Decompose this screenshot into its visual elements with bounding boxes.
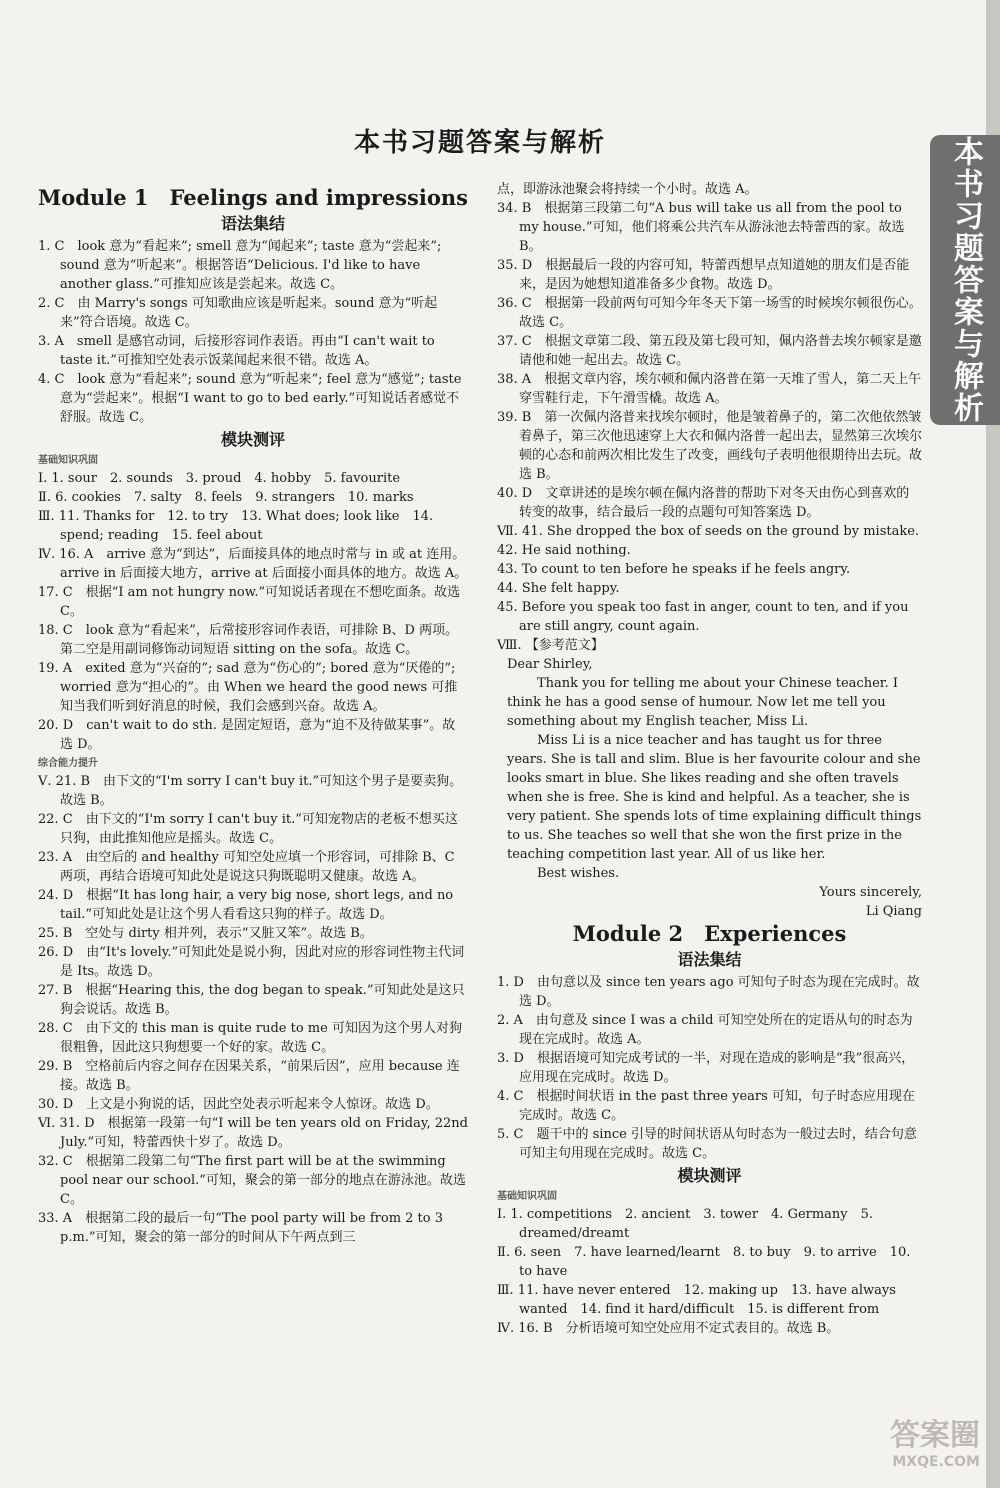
- page-title: 本书习题答案与解析: [353, 128, 606, 158]
- answer-item: 22. C 由下文的“I'm sorry I can't buy it.”可知宠物店的老板不想买这只狗，由此推知他应是摇头。故选 C。: [38, 812, 458, 846]
- answer-item: Ⅴ. 21. B 由下文的“I'm sorry I can't buy it.”可知这个男子是要卖狗。故选 B。: [38, 774, 463, 808]
- answer-item: 27. B 根据“Hearing this, the dog began to speak.”可知此处是这只狗会说话。故选 B。: [38, 983, 465, 1017]
- section-heading: 模块测评: [220, 430, 285, 449]
- answer-item: 43. To count to ten before he speaks if he feels angry.: [497, 562, 851, 577]
- answer-item: 39. B 第一次佩内洛普来找埃尔顿时，他是皱着鼻子的，第二次他依然皱着鼻子，第三次他迅速穿上大衣和佩内洛普一起出去，显然第三次埃尔顿的心态和前两次相比发生了改变，画线句子表明他很期待出去玩。故选 B。: [497, 410, 923, 482]
- answer-item: Ⅰ. 1. competitions 2. ancient 3. tower 4. Germany 5. dreamed/dreamt: [497, 1207, 874, 1241]
- letter-paragraph: Yours sincerely,: [819, 885, 922, 900]
- answer-item: Ⅷ. 【参考范文】: [497, 638, 604, 653]
- section-heading: 语法集结: [220, 214, 285, 233]
- answer-item: 2. C 由 Marry's songs 可知歌曲应该是听起来。sound 意为“听起来”符合语境。故选 C。: [38, 296, 438, 330]
- answer-item: Ⅱ. 6. cookies 7. salty 8. feels 9. strangers 10. marks: [38, 490, 414, 505]
- module-heading: Module 1 Feelings and impressions: [38, 185, 468, 210]
- letter-paragraph: Miss Li is a nice teacher and has taught us for three years. She is tall and slim. Blue is her favourite colour and she looks smart in blue. She likes reading and she often travels when she is free. She is kind and helpful. As a teacher, she is very patient. She spends lots of time explaining difficult things to us. She teaches so well that she won the first prize in the teaching competition last year. All of us like her.: [507, 733, 922, 862]
- answer-item: 42. He said nothing.: [497, 543, 631, 558]
- letter-paragraph: Li Qiang: [865, 904, 922, 919]
- answer-item: 40. D 文章讲述的是埃尔顿在佩内洛普的帮助下对冬天由伤心到喜欢的转变的故事，结合最后一段的点题句可知答案选 D。: [497, 486, 910, 520]
- watermark-logo: 答案圈 MXQE.COM: [890, 1418, 980, 1470]
- answer-item: 4. C look 意为“看起来”; sound 意为“听起来”; feel 意为“感觉”; taste 意为“尝起来”。根据“I want to go to bed early.”可知说话者感觉不舒服。故选 C。: [38, 372, 462, 425]
- answer-item: 17. C 根据“I am not hungry now.”可知说话者现在不想吃面条。故选 C。: [38, 585, 461, 619]
- answer-item: 3. D 根据语境可知完成考试的一半，对现在造成的影响是“我”很高兴，应用现在完成时。故选 D。: [497, 1051, 915, 1085]
- subsection-label: 基础知识巩固: [38, 455, 98, 466]
- answer-item: 18. C look 意为“看起来”，后常接形容词作表语，可排除 B、D 两项。第二空是用副词修饰动词短语 sitting on the sofa。故选 C。: [38, 623, 459, 657]
- answer-item: 25. B 空处与 dirty 相并列，表示“又脏又笨”。故选 B。: [38, 926, 373, 941]
- answer-item: Ⅶ. 41. She dropped the box of seeds on the ground by mistake.: [497, 524, 920, 539]
- answer-item: 45. Before you speak too fast in anger, count to ten, and if you are still angry, count again.: [497, 600, 909, 634]
- subsection-label: 综合能力提升: [38, 758, 98, 769]
- letter-paragraph: Thank you for telling me about your Chinese teacher. I think he has a good sense of humour. Now let me tell you something about my English teacher, Miss Li.: [507, 676, 898, 729]
- answer-item: 29. B 空格前后内容之间存在因果关系，“前果后因”，应用 because 连接。故选 B。: [38, 1059, 460, 1093]
- answer-item: 36. C 根据第一段前两句可知今年冬天下第一场雪的时候埃尔顿很伤心。故选 C。: [497, 296, 922, 330]
- answer-item: 24. D 根据“It has long hair, a very big nose, short legs, and no tail.”可知此处是让这个男人看看这只狗的样子。故选 D。: [38, 888, 454, 922]
- right-column: [497, 180, 922, 1338]
- answer-item: 20. D can't wait to do sth. 是固定短语，意为“迫不及待做某事”。故选 D。: [38, 718, 456, 752]
- module-heading: Module 2 Experiences: [572, 921, 847, 946]
- answer-item: 5. C 题干中的 since 引导的时间状语从句时态为一般过去时，结合句意可知主句用现在完成时。故选 C。: [497, 1127, 917, 1161]
- section-heading: 模块测评: [677, 1166, 742, 1185]
- answer-item: 1. C look 意为“看起来”; smell 意为“闻起来”; taste 意为“尝起来”; sound 意为“听起来”。根据答语“Delicious. I'd like to have another glass.”可推知应该是尝起来。故选 C。: [38, 239, 442, 292]
- letter-paragraph: Dear Shirley,: [507, 657, 593, 672]
- answer-item: 1. D 由句意以及 since ten years ago 可知句子时态为现在完成时。故选 D。: [497, 975, 920, 1009]
- answer-item: 33. A 根据第二段的最后一句“The pool party will be from 2 to 3 p.m.”可知，聚会的第一部分的时间从下午两点到三: [38, 1211, 444, 1245]
- sample-letter: [497, 655, 922, 921]
- answer-item: 32. C 根据第二段第二句“The first part will be at the swimming pool near our school.”可知，聚会的第一部分的地点在游泳池。故选 C。: [38, 1154, 466, 1207]
- answer-item: 37. C 根据文章第二段、第五段及第七段可知，佩内洛普去埃尔顿家是邀请他和她一起出去。故选 C。: [497, 334, 922, 368]
- answer-text: 点，即游泳池聚会将持续一个小时。故选 A。: [497, 182, 758, 197]
- answer-item: 26. D 由“It's lovely.”可知此处是说小狗，因此对应的形容词性物主代词是 Its。故选 D。: [38, 945, 465, 979]
- answer-item: 3. A smell 是感官动词，后接形容词作表语。再由“I can't wait to taste it.”可推知空处表示饭菜闻起来很不错。故选 A。: [38, 334, 435, 368]
- answer-item: Ⅲ. 11. Thanks for 12. to try 13. What does; look like 14. spend; reading 15. feel about: [38, 509, 434, 543]
- subsection-label: 基础知识巩固: [497, 1191, 557, 1202]
- answer-item: 19. A exited 意为“兴奋的”; sad 意为“伤心的”; bored 意为“厌倦的”; worried 意为“担心的”。由 When we heard the good news 可推知当我们听到好消息的时候，我们会感到兴奋。故选 A。: [38, 661, 458, 714]
- answer-item: Ⅵ. 31. D 根据第一段第一句“I will be ten years old on Friday, 22nd July.”可知，特蕾西快十岁了。故选 D。: [38, 1116, 468, 1150]
- answer-item: 2. A 由句意及 since I was a child 可知空处所在的定语从句的时态为现在完成时。故选 A。: [497, 1013, 913, 1047]
- answer-item: 4. C 根据时间状语 in the past three years 可知，句子时态应用现在完成时。故选 C。: [497, 1089, 915, 1123]
- answer-item: 30. D 上文是小狗说的话，因此空处表示听起来令人惊讶。故选 D。: [38, 1097, 439, 1112]
- section-heading: 语法集结: [677, 950, 742, 969]
- letter-paragraph: Best wishes.: [537, 866, 620, 881]
- answer-item: 38. A 根据文章内容，埃尔顿和佩内洛普在第一天堆了雪人，第二天上午穿雪鞋行走，下午滑雪橇。故选 A。: [497, 372, 922, 406]
- answer-item: Ⅰ. 1. sour 2. sounds 3. proud 4. hobby 5. favourite: [38, 471, 401, 486]
- answer-item: Ⅳ. 16. A arrive 意为“到达”，后面接具体的地点时常与 in 或 at 连用。arrive in 后面接大地方，arrive at 后面接小面具体的地方。故选 A。: [38, 547, 468, 581]
- section-tab: 本书习题答案与解析: [930, 135, 1000, 425]
- answer-item: 35. D 根据最后一段的内容可知，特蕾西想早点知道她的朋友们是否能来，是因为她想知道准备多少食物。故选 D。: [497, 258, 910, 292]
- answer-item: Ⅱ. 6. seen 7. have learned/learnt 8. to buy 9. to arrive 10. to have: [497, 1245, 911, 1279]
- answer-item: Ⅲ. 11. have never entered 12. making up 13. have always wanted 14. find it hard/difficult 15. is different from: [497, 1283, 896, 1317]
- answer-item: 34. B 根据第三段第二句“A bus will take us all from the pool to my house.”可知，他们将乘公共汽车从游泳池去特蕾西的家。故选 B。: [497, 201, 905, 254]
- answer-item: Ⅳ. 16. B 分析语境可知空处应用不定式表目的。故选 B。: [497, 1321, 840, 1336]
- left-column: [38, 185, 468, 1247]
- answer-item: 28. C 由下文的 this man is quite rude to me 可知因为这个男人对狗很粗鲁，因此这只狗想要一个好的家。故选 C。: [38, 1021, 462, 1055]
- answer-item: 23. A 由空后的 and healthy 可知空处应填一个形容词，可排除 B、C 两项，再结合语境可知此处是说这只狗既聪明又健康。故选 A。: [38, 850, 455, 884]
- answer-item: 44. She felt happy.: [497, 581, 620, 596]
